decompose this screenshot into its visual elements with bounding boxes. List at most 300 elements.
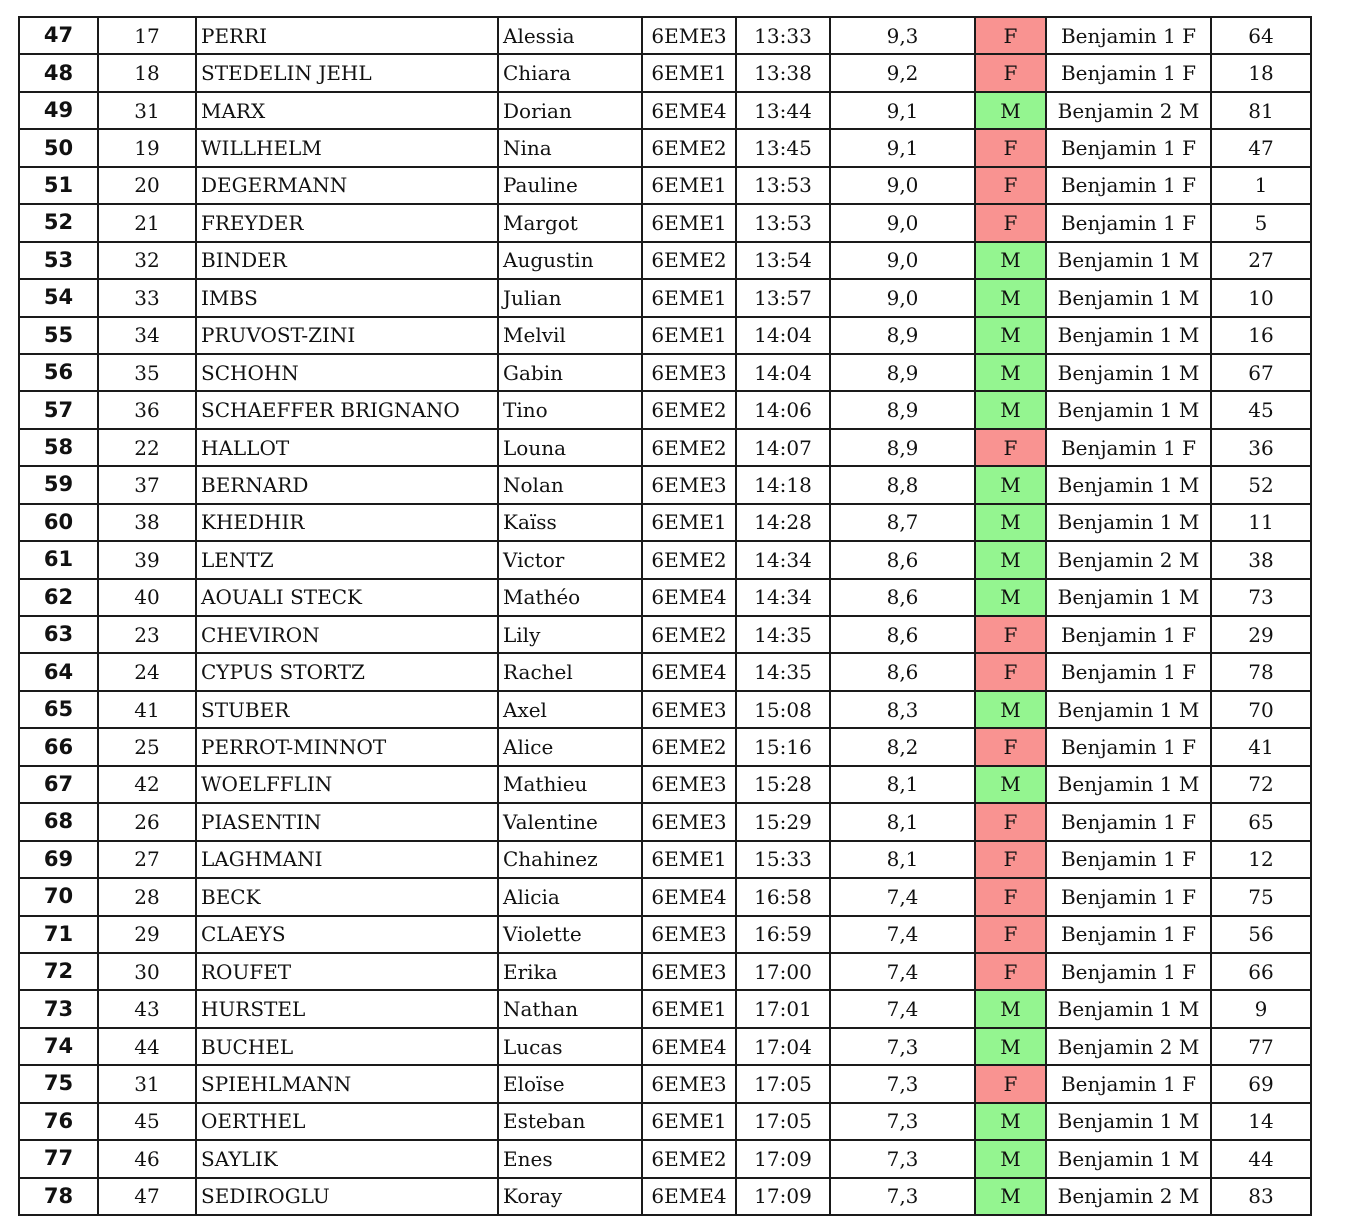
first-name-cell: Alessia: [498, 17, 642, 54]
class-cell: 6EME1: [642, 504, 736, 541]
gender-rank-cell: 20: [98, 167, 196, 204]
last-name-cell: SCHOHN: [196, 354, 498, 391]
first-name-cell: Mathieu: [498, 766, 642, 803]
speed-cell: 7,4: [830, 990, 975, 1027]
time-cell: 15:33: [736, 841, 830, 878]
sex-cell: F: [975, 803, 1046, 840]
class-cell: 6EME2: [642, 1140, 736, 1177]
category-cell: Benjamin 1 M: [1046, 766, 1211, 803]
overall-rank-cell: 73: [19, 990, 98, 1027]
table-row: [19, 391, 1311, 428]
last-name-cell: BUCHEL: [196, 1028, 498, 1065]
gender-rank-cell: 36: [98, 391, 196, 428]
class-cell: 6EME1: [642, 990, 736, 1027]
table-row: [19, 916, 1311, 953]
first-name-cell: Victor: [498, 541, 642, 578]
category-cell: Benjamin 1 F: [1046, 878, 1211, 915]
category-cell: Benjamin 1 M: [1046, 317, 1211, 354]
gender-rank-cell: 21: [98, 204, 196, 241]
last-name-cell: LAGHMANI: [196, 841, 498, 878]
table-row: [19, 279, 1311, 316]
first-name-cell: Valentine: [498, 803, 642, 840]
table-row: [19, 1140, 1311, 1177]
class-cell: 6EME1: [642, 841, 736, 878]
category-cell: Benjamin 2 M: [1046, 1178, 1211, 1215]
speed-cell: 8,9: [830, 354, 975, 391]
position-cell: 77: [1211, 1028, 1311, 1065]
category-cell: Benjamin 1 M: [1046, 1103, 1211, 1140]
position-cell: 41: [1211, 728, 1311, 765]
category-cell: Benjamin 1 F: [1046, 429, 1211, 466]
sex-cell: F: [975, 916, 1046, 953]
class-cell: 6EME4: [642, 1178, 736, 1215]
first-name-cell: Lucas: [498, 1028, 642, 1065]
position-cell: 38: [1211, 541, 1311, 578]
time-cell: 15:08: [736, 691, 830, 728]
table-row: [19, 1103, 1311, 1140]
gender-rank-cell: 22: [98, 429, 196, 466]
sex-cell: F: [975, 653, 1046, 690]
sex-cell: F: [975, 167, 1046, 204]
gender-rank-cell: 42: [98, 766, 196, 803]
first-name-cell: Nina: [498, 129, 642, 166]
gender-rank-cell: 44: [98, 1028, 196, 1065]
first-name-cell: Lily: [498, 616, 642, 653]
speed-cell: 8,1: [830, 803, 975, 840]
first-name-cell: Axel: [498, 691, 642, 728]
first-name-cell: Chiara: [498, 54, 642, 91]
speed-cell: 8,6: [830, 653, 975, 690]
category-cell: Benjamin 1 F: [1046, 1065, 1211, 1102]
table-row: [19, 1065, 1311, 1102]
position-cell: 5: [1211, 204, 1311, 241]
class-cell: 6EME2: [642, 391, 736, 428]
last-name-cell: PERROT-MINNOT: [196, 728, 498, 765]
first-name-cell: Violette: [498, 916, 642, 953]
sex-cell: M: [975, 279, 1046, 316]
category-cell: Benjamin 1 F: [1046, 129, 1211, 166]
position-cell: 69: [1211, 1065, 1311, 1102]
class-cell: 6EME1: [642, 317, 736, 354]
overall-rank-cell: 53: [19, 242, 98, 279]
table-row: [19, 504, 1311, 541]
gender-rank-cell: 47: [98, 1178, 196, 1215]
time-cell: 13:54: [736, 242, 830, 279]
gender-rank-cell: 38: [98, 504, 196, 541]
class-cell: 6EME2: [642, 728, 736, 765]
sex-cell: M: [975, 541, 1046, 578]
overall-rank-cell: 54: [19, 279, 98, 316]
gender-rank-cell: 30: [98, 953, 196, 990]
category-cell: Benjamin 1 M: [1046, 466, 1211, 503]
last-name-cell: KHEDHIR: [196, 504, 498, 541]
time-cell: 13:33: [736, 17, 830, 54]
time-cell: 17:09: [736, 1178, 830, 1215]
last-name-cell: FREYDER: [196, 204, 498, 241]
speed-cell: 8,9: [830, 317, 975, 354]
class-cell: 6EME2: [642, 616, 736, 653]
overall-rank-cell: 48: [19, 54, 98, 91]
class-cell: 6EME3: [642, 466, 736, 503]
speed-cell: 9,3: [830, 17, 975, 54]
first-name-cell: Nolan: [498, 466, 642, 503]
speed-cell: 7,3: [830, 1103, 975, 1140]
sex-cell: M: [975, 242, 1046, 279]
category-cell: Benjamin 1 M: [1046, 354, 1211, 391]
first-name-cell: Pauline: [498, 167, 642, 204]
last-name-cell: HALLOT: [196, 429, 498, 466]
position-cell: 64: [1211, 17, 1311, 54]
speed-cell: 7,3: [830, 1140, 975, 1177]
position-cell: 16: [1211, 317, 1311, 354]
time-cell: 17:05: [736, 1103, 830, 1140]
table-row: [19, 17, 1311, 54]
position-cell: 18: [1211, 54, 1311, 91]
table-row: [19, 691, 1311, 728]
speed-cell: 8,3: [830, 691, 975, 728]
speed-cell: 9,0: [830, 279, 975, 316]
last-name-cell: SPIEHLMANN: [196, 1065, 498, 1102]
time-cell: 14:34: [736, 579, 830, 616]
first-name-cell: Melvil: [498, 317, 642, 354]
position-cell: 56: [1211, 916, 1311, 953]
time-cell: 14:35: [736, 653, 830, 690]
table-row: [19, 878, 1311, 915]
first-name-cell: Rachel: [498, 653, 642, 690]
sex-cell: M: [975, 1140, 1046, 1177]
sex-cell: M: [975, 766, 1046, 803]
first-name-cell: Enes: [498, 1140, 642, 1177]
class-cell: 6EME1: [642, 204, 736, 241]
overall-rank-cell: 57: [19, 391, 98, 428]
table-row: [19, 167, 1311, 204]
speed-cell: 7,3: [830, 1028, 975, 1065]
speed-cell: 8,1: [830, 841, 975, 878]
category-cell: Benjamin 2 M: [1046, 1028, 1211, 1065]
category-cell: Benjamin 1 F: [1046, 54, 1211, 91]
speed-cell: 7,4: [830, 953, 975, 990]
speed-cell: 7,3: [830, 1065, 975, 1102]
time-cell: 17:09: [736, 1140, 830, 1177]
gender-rank-cell: 46: [98, 1140, 196, 1177]
position-cell: 12: [1211, 841, 1311, 878]
first-name-cell: Alice: [498, 728, 642, 765]
class-cell: 6EME3: [642, 354, 736, 391]
overall-rank-cell: 70: [19, 878, 98, 915]
position-cell: 70: [1211, 691, 1311, 728]
speed-cell: 8,8: [830, 466, 975, 503]
category-cell: Benjamin 1 F: [1046, 17, 1211, 54]
last-name-cell: WOELFFLIN: [196, 766, 498, 803]
speed-cell: 9,1: [830, 129, 975, 166]
position-cell: 36: [1211, 429, 1311, 466]
speed-cell: 8,9: [830, 391, 975, 428]
position-cell: 83: [1211, 1178, 1311, 1215]
results-table-body: [19, 17, 1311, 1215]
time-cell: 13:38: [736, 54, 830, 91]
first-name-cell: Esteban: [498, 1103, 642, 1140]
sex-cell: F: [975, 1065, 1046, 1102]
sex-cell: F: [975, 616, 1046, 653]
table-row: [19, 579, 1311, 616]
overall-rank-cell: 72: [19, 953, 98, 990]
category-cell: Benjamin 1 M: [1046, 391, 1211, 428]
sex-cell: M: [975, 92, 1046, 129]
overall-rank-cell: 51: [19, 167, 98, 204]
gender-rank-cell: 32: [98, 242, 196, 279]
overall-rank-cell: 62: [19, 579, 98, 616]
overall-rank-cell: 59: [19, 466, 98, 503]
position-cell: 45: [1211, 391, 1311, 428]
overall-rank-cell: 69: [19, 841, 98, 878]
sex-cell: M: [975, 504, 1046, 541]
last-name-cell: OERTHEL: [196, 1103, 498, 1140]
speed-cell: 8,2: [830, 728, 975, 765]
sex-cell: F: [975, 429, 1046, 466]
last-name-cell: PERRI: [196, 17, 498, 54]
class-cell: 6EME4: [642, 1028, 736, 1065]
gender-rank-cell: 41: [98, 691, 196, 728]
class-cell: 6EME4: [642, 579, 736, 616]
time-cell: 16:59: [736, 916, 830, 953]
gender-rank-cell: 28: [98, 878, 196, 915]
time-cell: 17:00: [736, 953, 830, 990]
gender-rank-cell: 25: [98, 728, 196, 765]
time-cell: 15:28: [736, 766, 830, 803]
table-row: [19, 92, 1311, 129]
sex-cell: M: [975, 990, 1046, 1027]
time-cell: 14:35: [736, 616, 830, 653]
class-cell: 6EME4: [642, 92, 736, 129]
class-cell: 6EME4: [642, 878, 736, 915]
time-cell: 14:34: [736, 541, 830, 578]
overall-rank-cell: 64: [19, 653, 98, 690]
position-cell: 65: [1211, 803, 1311, 840]
speed-cell: 8,6: [830, 579, 975, 616]
overall-rank-cell: 65: [19, 691, 98, 728]
table-row: [19, 54, 1311, 91]
last-name-cell: PIASENTIN: [196, 803, 498, 840]
last-name-cell: CHEVIRON: [196, 616, 498, 653]
category-cell: Benjamin 1 M: [1046, 1140, 1211, 1177]
sex-cell: M: [975, 579, 1046, 616]
sex-cell: M: [975, 317, 1046, 354]
time-cell: 17:01: [736, 990, 830, 1027]
gender-rank-cell: 45: [98, 1103, 196, 1140]
speed-cell: 9,0: [830, 167, 975, 204]
overall-rank-cell: 56: [19, 354, 98, 391]
table-row: [19, 466, 1311, 503]
table-row: [19, 354, 1311, 391]
category-cell: Benjamin 1 F: [1046, 841, 1211, 878]
class-cell: 6EME3: [642, 916, 736, 953]
first-name-cell: Mathéo: [498, 579, 642, 616]
gender-rank-cell: 31: [98, 92, 196, 129]
last-name-cell: CLAEYS: [196, 916, 498, 953]
sex-cell: F: [975, 878, 1046, 915]
class-cell: 6EME1: [642, 1103, 736, 1140]
first-name-cell: Augustin: [498, 242, 642, 279]
last-name-cell: AOUALI STECK: [196, 579, 498, 616]
speed-cell: 9,1: [830, 92, 975, 129]
class-cell: 6EME3: [642, 1065, 736, 1102]
position-cell: 81: [1211, 92, 1311, 129]
sex-cell: F: [975, 54, 1046, 91]
table-row: [19, 541, 1311, 578]
gender-rank-cell: 23: [98, 616, 196, 653]
speed-cell: 8,1: [830, 766, 975, 803]
last-name-cell: SCHAEFFER BRIGNANO: [196, 391, 498, 428]
position-cell: 10: [1211, 279, 1311, 316]
overall-rank-cell: 52: [19, 204, 98, 241]
first-name-cell: Nathan: [498, 990, 642, 1027]
position-cell: 14: [1211, 1103, 1311, 1140]
gender-rank-cell: 34: [98, 317, 196, 354]
category-cell: Benjamin 1 M: [1046, 279, 1211, 316]
gender-rank-cell: 26: [98, 803, 196, 840]
time-cell: 14:18: [736, 466, 830, 503]
last-name-cell: PRUVOST-ZINI: [196, 317, 498, 354]
time-cell: 13:53: [736, 204, 830, 241]
table-row: [19, 616, 1311, 653]
sex-cell: M: [975, 1103, 1046, 1140]
class-cell: 6EME1: [642, 167, 736, 204]
time-cell: 14:28: [736, 504, 830, 541]
first-name-cell: Koray: [498, 1178, 642, 1215]
overall-rank-cell: 63: [19, 616, 98, 653]
class-cell: 6EME4: [642, 653, 736, 690]
time-cell: 13:44: [736, 92, 830, 129]
first-name-cell: Erika: [498, 953, 642, 990]
position-cell: 52: [1211, 466, 1311, 503]
sex-cell: M: [975, 466, 1046, 503]
category-cell: Benjamin 1 F: [1046, 204, 1211, 241]
time-cell: 13:53: [736, 167, 830, 204]
overall-rank-cell: 47: [19, 17, 98, 54]
first-name-cell: Alicia: [498, 878, 642, 915]
speed-cell: 8,6: [830, 616, 975, 653]
gender-rank-cell: 17: [98, 17, 196, 54]
overall-rank-cell: 58: [19, 429, 98, 466]
overall-rank-cell: 78: [19, 1178, 98, 1215]
sex-cell: M: [975, 1178, 1046, 1215]
time-cell: 14:04: [736, 317, 830, 354]
position-cell: 72: [1211, 766, 1311, 803]
class-cell: 6EME1: [642, 279, 736, 316]
speed-cell: 8,9: [830, 429, 975, 466]
gender-rank-cell: 37: [98, 466, 196, 503]
category-cell: Benjamin 2 M: [1046, 92, 1211, 129]
time-cell: 13:57: [736, 279, 830, 316]
overall-rank-cell: 50: [19, 129, 98, 166]
category-cell: Benjamin 1 M: [1046, 691, 1211, 728]
position-cell: 1: [1211, 167, 1311, 204]
last-name-cell: BECK: [196, 878, 498, 915]
last-name-cell: CYPUS STORTZ: [196, 653, 498, 690]
position-cell: 73: [1211, 579, 1311, 616]
time-cell: 14:07: [736, 429, 830, 466]
overall-rank-cell: 68: [19, 803, 98, 840]
results-table: [18, 16, 1312, 1216]
overall-rank-cell: 76: [19, 1103, 98, 1140]
last-name-cell: SEDIROGLU: [196, 1178, 498, 1215]
position-cell: 66: [1211, 953, 1311, 990]
overall-rank-cell: 60: [19, 504, 98, 541]
position-cell: 44: [1211, 1140, 1311, 1177]
sex-cell: M: [975, 691, 1046, 728]
category-cell: Benjamin 2 M: [1046, 541, 1211, 578]
last-name-cell: DEGERMANN: [196, 167, 498, 204]
sex-cell: F: [975, 953, 1046, 990]
time-cell: 14:04: [736, 354, 830, 391]
category-cell: Benjamin 1 M: [1046, 579, 1211, 616]
first-name-cell: Kaïss: [498, 504, 642, 541]
first-name-cell: Margot: [498, 204, 642, 241]
sex-cell: F: [975, 728, 1046, 765]
category-cell: Benjamin 1 F: [1046, 803, 1211, 840]
gender-rank-cell: 35: [98, 354, 196, 391]
table-row: [19, 1028, 1311, 1065]
table-row: [19, 429, 1311, 466]
class-cell: 6EME3: [642, 691, 736, 728]
first-name-cell: Gabin: [498, 354, 642, 391]
sex-cell: M: [975, 391, 1046, 428]
category-cell: Benjamin 1 F: [1046, 728, 1211, 765]
overall-rank-cell: 77: [19, 1140, 98, 1177]
gender-rank-cell: 24: [98, 653, 196, 690]
first-name-cell: Eloïse: [498, 1065, 642, 1102]
position-cell: 47: [1211, 129, 1311, 166]
gender-rank-cell: 31: [98, 1065, 196, 1102]
class-cell: 6EME1: [642, 54, 736, 91]
table-row: [19, 728, 1311, 765]
last-name-cell: WILLHELM: [196, 129, 498, 166]
category-cell: Benjamin 1 M: [1046, 242, 1211, 279]
overall-rank-cell: 49: [19, 92, 98, 129]
gender-rank-cell: 33: [98, 279, 196, 316]
time-cell: 16:58: [736, 878, 830, 915]
time-cell: 15:16: [736, 728, 830, 765]
position-cell: 67: [1211, 354, 1311, 391]
first-name-cell: Louna: [498, 429, 642, 466]
last-name-cell: IMBS: [196, 279, 498, 316]
speed-cell: 7,3: [830, 1178, 975, 1215]
table-row: [19, 990, 1311, 1027]
time-cell: 17:04: [736, 1028, 830, 1065]
overall-rank-cell: 74: [19, 1028, 98, 1065]
gender-rank-cell: 19: [98, 129, 196, 166]
class-cell: 6EME2: [642, 129, 736, 166]
table-row: [19, 803, 1311, 840]
class-cell: 6EME3: [642, 953, 736, 990]
position-cell: 75: [1211, 878, 1311, 915]
speed-cell: 7,4: [830, 878, 975, 915]
speed-cell: 9,0: [830, 204, 975, 241]
last-name-cell: SAYLIK: [196, 1140, 498, 1177]
category-cell: Benjamin 1 F: [1046, 616, 1211, 653]
overall-rank-cell: 66: [19, 728, 98, 765]
position-cell: 11: [1211, 504, 1311, 541]
speed-cell: 8,6: [830, 541, 975, 578]
position-cell: 29: [1211, 616, 1311, 653]
sex-cell: F: [975, 17, 1046, 54]
speed-cell: 8,7: [830, 504, 975, 541]
gender-rank-cell: 39: [98, 541, 196, 578]
table-row: [19, 653, 1311, 690]
class-cell: 6EME2: [642, 429, 736, 466]
gender-rank-cell: 18: [98, 54, 196, 91]
table-row: [19, 317, 1311, 354]
